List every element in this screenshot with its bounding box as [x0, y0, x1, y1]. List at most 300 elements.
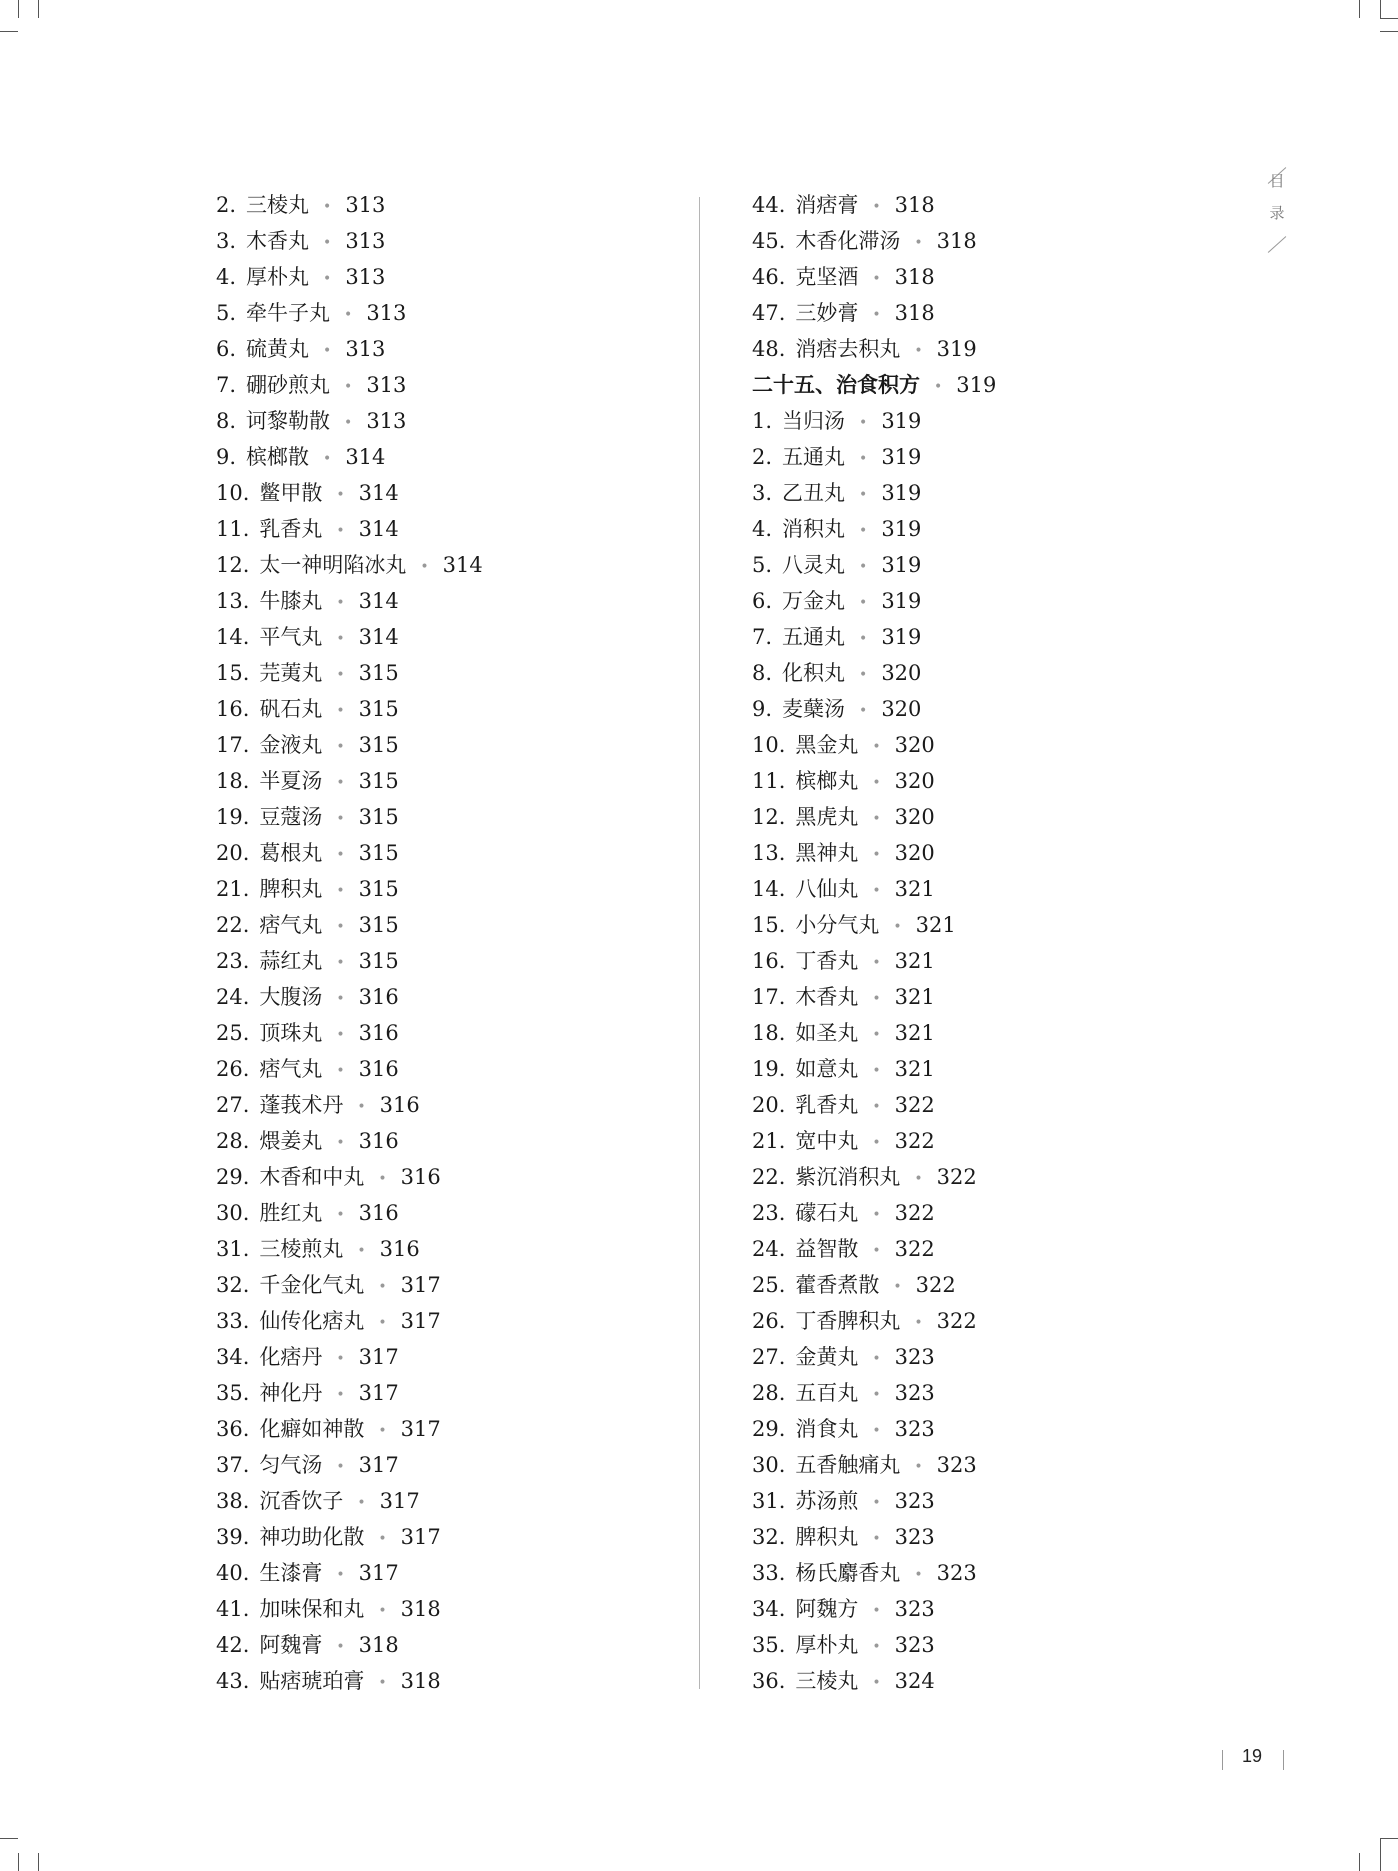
toc-entry-page: 319	[881, 553, 922, 577]
toc-entry-number: 14.	[752, 877, 786, 901]
toc-entry	[216, 187, 483, 223]
toc-entry-title: 五通丸	[782, 445, 846, 469]
leader-dot: •	[357, 1242, 366, 1259]
toc-entry-title: 煨姜丸	[259, 1129, 323, 1153]
toc-entry-page: 314	[358, 625, 399, 649]
leader-dot: •	[872, 1638, 881, 1655]
toc-entry-number: 19.	[216, 805, 250, 829]
toc-entry	[216, 979, 483, 1015]
leader-dot: •	[893, 1278, 902, 1295]
toc-entry-number: 21.	[752, 1129, 786, 1153]
toc-entry-title: 牛膝丸	[259, 589, 323, 613]
side-tab-char: 录	[1269, 204, 1285, 222]
toc-entry-page: 321	[894, 1021, 935, 1045]
toc-entry-number: 31.	[752, 1489, 786, 1513]
toc-entry-title: 木香和中丸	[259, 1165, 365, 1189]
crop-mark	[1380, 31, 1398, 32]
leader-dot: •	[859, 594, 868, 611]
toc-entry-number: 24.	[752, 1237, 786, 1261]
toc-entry-number: 18.	[752, 1021, 786, 1045]
toc-entry-page: 315	[358, 949, 399, 973]
toc-entry-page: 317	[358, 1345, 399, 1369]
leader-dot: •	[336, 666, 345, 683]
toc-entry-number: 13.	[216, 589, 250, 613]
toc-entry-title: 蒜红丸	[259, 949, 323, 973]
toc-entry-page: 322	[915, 1273, 956, 1297]
leader-dot: •	[872, 1602, 881, 1619]
toc-entry	[216, 1591, 483, 1627]
toc-entry-title: 千金化气丸	[259, 1273, 365, 1297]
toc-entry	[752, 1555, 996, 1591]
toc-entry-page: 324	[894, 1669, 935, 1693]
leader-dot: •	[336, 846, 345, 863]
leader-dot: •	[859, 558, 868, 575]
leader-dot: •	[872, 1206, 881, 1223]
toc-entry-page: 318	[936, 229, 977, 253]
toc-entry-page: 316	[379, 1237, 420, 1261]
toc-entry-title: 当归汤	[782, 409, 846, 433]
leader-dot: •	[872, 846, 881, 863]
toc-entry-page: 317	[358, 1381, 399, 1405]
toc-entry-page: 320	[894, 841, 935, 865]
leader-dot: •	[336, 1458, 345, 1475]
toc-entry-page: 318	[894, 193, 935, 217]
toc-entry-title: 木香丸	[246, 229, 310, 253]
leader-dot: •	[914, 342, 923, 359]
toc-entry	[752, 1303, 996, 1339]
leader-dot: •	[336, 1134, 345, 1151]
toc-entry-number: 17.	[216, 733, 250, 757]
toc-entry-number: 33.	[216, 1309, 250, 1333]
toc-entry	[752, 835, 996, 871]
toc-entry	[216, 871, 483, 907]
leader-dot: •	[344, 306, 353, 323]
toc-entry-number: 18.	[216, 769, 250, 793]
toc-entry-title: 藿香煮散	[795, 1273, 880, 1297]
toc-entry	[216, 511, 483, 547]
toc-entry-title: 消食丸	[795, 1417, 859, 1441]
leader-dot: •	[872, 1134, 881, 1151]
toc-entry	[752, 583, 996, 619]
toc-entry	[216, 223, 483, 259]
toc-entry-number: 4.	[216, 265, 237, 289]
crop-mark	[1359, 1853, 1360, 1871]
toc-entry	[752, 1087, 996, 1123]
toc-entry	[216, 655, 483, 691]
side-tab-char: 目	[1269, 172, 1285, 190]
toc-entry-title: 万金丸	[782, 589, 846, 613]
toc-entry-page: 317	[400, 1525, 441, 1549]
crop-mark	[1380, 0, 1381, 18]
leader-dot: •	[872, 1530, 881, 1547]
leader-dot: •	[420, 558, 429, 575]
toc-entry-page: 314	[442, 553, 483, 577]
toc-entry-page: 322	[894, 1129, 935, 1153]
toc-entry-number: 42.	[216, 1633, 250, 1657]
toc-entry	[216, 907, 483, 943]
toc-entry-page: 322	[894, 1201, 935, 1225]
toc-entry-page: 319	[881, 481, 922, 505]
toc-entry-number: 13.	[752, 841, 786, 865]
toc-entry	[216, 403, 483, 439]
toc-entry-title: 八灵丸	[782, 553, 846, 577]
toc-entry	[216, 943, 483, 979]
toc-entry	[752, 1375, 996, 1411]
toc-entry	[216, 1051, 483, 1087]
leader-dot: •	[336, 1566, 345, 1583]
leader-dot: •	[323, 450, 332, 467]
toc-entry-title: 黑神丸	[795, 841, 859, 865]
toc-entry-number: 33.	[752, 1561, 786, 1585]
toc-entry	[216, 1123, 483, 1159]
toc-entry-number: 44.	[752, 193, 786, 217]
toc-entry-title: 五百丸	[795, 1381, 859, 1405]
toc-entry-title: 阿魏膏	[259, 1633, 323, 1657]
leader-dot: •	[336, 1350, 345, 1367]
leader-dot: •	[323, 270, 332, 287]
toc-entry-number: 23.	[216, 949, 250, 973]
leader-dot: •	[872, 774, 881, 791]
toc-entry-number: 10.	[752, 733, 786, 757]
toc-entry-title: 豆蔻汤	[259, 805, 323, 829]
toc-entry-number: 38.	[216, 1489, 250, 1513]
toc-entry	[752, 691, 996, 727]
toc-entry	[216, 1267, 483, 1303]
toc-entry-title: 如圣丸	[795, 1021, 859, 1045]
toc-entry-page: 323	[894, 1597, 935, 1621]
leader-dot: •	[914, 1314, 923, 1331]
toc-entry-title: 诃黎勒散	[246, 409, 331, 433]
toc-entry-page: 313	[345, 193, 386, 217]
toc-entry-page: 323	[894, 1633, 935, 1657]
toc-entry-title: 太一神明陷冰丸	[259, 553, 407, 577]
toc-entry-page: 323	[894, 1345, 935, 1369]
leader-dot: •	[336, 918, 345, 935]
toc-entry-number: 30.	[216, 1201, 250, 1225]
toc-entry-number: 45.	[752, 229, 786, 253]
toc-entry-number: 30.	[752, 1453, 786, 1477]
toc-entry	[216, 1663, 483, 1699]
leader-dot: •	[336, 990, 345, 1007]
leader-dot: •	[357, 1098, 366, 1115]
toc-entry-number: 46.	[752, 265, 786, 289]
leader-dot: •	[336, 774, 345, 791]
toc-section-title: 二十五、治食积方	[752, 372, 920, 397]
toc-entry-page: 315	[358, 913, 399, 937]
leader-dot: •	[872, 738, 881, 755]
toc-entry-page: 317	[400, 1309, 441, 1333]
toc-entry-number: 23.	[752, 1201, 786, 1225]
toc-entry-title: 沉香饮子	[259, 1489, 344, 1513]
leader-dot: •	[323, 198, 332, 215]
toc-entry-page: 320	[881, 661, 922, 685]
toc-entry	[216, 835, 483, 871]
toc-entry-number: 32.	[752, 1525, 786, 1549]
toc-entry-number: 2.	[216, 193, 237, 217]
toc-entry-number: 6.	[216, 337, 237, 361]
toc-entry-title: 木香丸	[795, 985, 859, 1009]
toc-entry	[216, 1087, 483, 1123]
toc-entry-page: 318	[894, 301, 935, 325]
toc-entry-title: 消痞膏	[795, 193, 859, 217]
toc-entry-page: 323	[894, 1381, 935, 1405]
leader-dot: •	[872, 1674, 881, 1691]
toc-entry-title: 宽中丸	[795, 1129, 859, 1153]
toc-entry-number: 3.	[752, 481, 773, 505]
toc-entry	[752, 871, 996, 907]
toc-entry-title: 槟榔丸	[795, 769, 859, 793]
leader-dot: •	[914, 234, 923, 251]
toc-entry	[216, 799, 483, 835]
toc-entry	[216, 259, 483, 295]
toc-entry	[752, 475, 996, 511]
toc-entry	[216, 1519, 483, 1555]
toc-entry	[752, 295, 996, 331]
leader-dot: •	[336, 954, 345, 971]
toc-entry	[216, 691, 483, 727]
toc-entry-page: 315	[358, 805, 399, 829]
toc-entry-page: 315	[358, 841, 399, 865]
toc-entry	[752, 259, 996, 295]
toc-entry-number: 17.	[752, 985, 786, 1009]
toc-entry-number: 15.	[216, 661, 250, 685]
toc-entry-number: 25.	[752, 1273, 786, 1297]
toc-entry-page: 316	[400, 1165, 441, 1189]
toc-entry-page: 318	[400, 1669, 441, 1693]
toc-entry	[752, 1267, 996, 1303]
toc-entry-number: 27.	[752, 1345, 786, 1369]
toc-entry	[752, 1159, 996, 1195]
toc-entry-number: 7.	[752, 625, 773, 649]
toc-entry-title: 黑金丸	[795, 733, 859, 757]
toc-entry-page: 319	[881, 517, 922, 541]
leader-dot: •	[914, 1458, 923, 1475]
toc-entry-page: 313	[366, 409, 407, 433]
leader-dot: •	[914, 1566, 923, 1583]
toc-entry	[216, 727, 483, 763]
toc-entry-number: 8.	[752, 661, 773, 685]
toc-entry-page: 314	[345, 445, 386, 469]
toc-entry-title: 匀气汤	[259, 1453, 323, 1477]
toc-entry-number: 16.	[216, 697, 250, 721]
leader-dot: •	[872, 1098, 881, 1115]
toc-entry-page: 319	[881, 625, 922, 649]
toc-entry-number: 22.	[752, 1165, 786, 1189]
toc-entry-number: 48.	[752, 337, 786, 361]
crop-mark	[0, 31, 18, 32]
toc-entry-title: 胜红丸	[259, 1201, 323, 1225]
toc-entry	[752, 187, 996, 223]
toc-entry-number: 25.	[216, 1021, 250, 1045]
leader-dot: •	[872, 1242, 881, 1259]
toc-entry-title: 脾积丸	[259, 877, 323, 901]
toc-entry-page: 313	[345, 265, 386, 289]
toc-entry	[752, 403, 996, 439]
toc-entry-number: 4.	[752, 517, 773, 541]
leader-dot: •	[378, 1278, 387, 1295]
toc-entry-number: 27.	[216, 1093, 250, 1117]
toc-entry-title: 如意丸	[795, 1057, 859, 1081]
toc-entry-page: 317	[379, 1489, 420, 1513]
leader-dot: •	[336, 486, 345, 503]
leader-dot: •	[872, 882, 881, 899]
toc-entry-page: 323	[936, 1561, 977, 1585]
toc-entry-number: 2.	[752, 445, 773, 469]
leader-dot: •	[336, 1206, 345, 1223]
toc-entry-number: 5.	[216, 301, 237, 325]
toc-entry-page: 317	[400, 1273, 441, 1297]
toc-entry	[216, 1375, 483, 1411]
leader-dot: •	[378, 1674, 387, 1691]
crop-mark	[38, 0, 39, 18]
toc-entry-title: 仙传化痞丸	[259, 1309, 365, 1333]
toc-entry-title: 三棱丸	[246, 193, 310, 217]
leader-dot: •	[872, 1422, 881, 1439]
toc-entry-title: 牵牛子丸	[246, 301, 331, 325]
toc-entry-page: 316	[358, 1021, 399, 1045]
toc-entry	[216, 295, 483, 331]
toc-entry	[216, 583, 483, 619]
toc-entry-title: 矾石丸	[259, 697, 323, 721]
toc-entry-title: 槟榔散	[246, 445, 310, 469]
toc-entry-page: 317	[358, 1453, 399, 1477]
toc-entry-title: 脾积丸	[795, 1525, 859, 1549]
toc-entry	[752, 511, 996, 547]
toc-entry-page: 316	[358, 1129, 399, 1153]
leader-dot: •	[872, 1386, 881, 1403]
toc-entry-page: 321	[894, 985, 935, 1009]
leader-dot: •	[336, 810, 345, 827]
toc-entry-page: 319	[881, 409, 922, 433]
toc-entry-title: 金黄丸	[795, 1345, 859, 1369]
toc-entry-number: 26.	[216, 1057, 250, 1081]
toc-entry-page: 320	[894, 733, 935, 757]
toc-entry	[752, 1663, 996, 1699]
toc-entry-title: 硫黄丸	[246, 337, 310, 361]
toc-entry-number: 9.	[216, 445, 237, 469]
toc-entry-page: 323	[894, 1417, 935, 1441]
leader-dot: •	[323, 234, 332, 251]
toc-entry	[752, 1195, 996, 1231]
toc-entry-number: 34.	[216, 1345, 250, 1369]
toc-entry-page: 315	[358, 697, 399, 721]
leader-dot: •	[336, 882, 345, 899]
leader-dot: •	[336, 594, 345, 611]
crop-mark	[18, 1853, 19, 1871]
toc-entry	[752, 1123, 996, 1159]
toc-entry-number: 8.	[216, 409, 237, 433]
toc-entry-number: 36.	[216, 1417, 250, 1441]
toc-entry-title: 芫荑丸	[259, 661, 323, 685]
toc-entry-page: 315	[358, 877, 399, 901]
toc-entry-page: 318	[400, 1597, 441, 1621]
toc-entry-title: 益智散	[795, 1237, 859, 1261]
toc-entry-number: 20.	[752, 1093, 786, 1117]
toc-entry-page: 321	[894, 949, 935, 973]
toc-entry-number: 15.	[752, 913, 786, 937]
toc-entry-page: 319	[881, 445, 922, 469]
toc-entry-title: 乳香丸	[795, 1093, 859, 1117]
side-tab-bottom-slash	[1268, 236, 1287, 253]
toc-entry	[752, 223, 996, 259]
toc-entry	[752, 655, 996, 691]
toc-entry-title: 三棱煎丸	[259, 1237, 344, 1261]
toc-entry	[216, 619, 483, 655]
toc-entry	[216, 1627, 483, 1663]
toc-entry	[752, 1051, 996, 1087]
toc-entry-page: 321	[894, 1057, 935, 1081]
toc-entry-page: 314	[358, 481, 399, 505]
toc-entry-page: 319	[956, 373, 997, 397]
crop-mark	[38, 1853, 39, 1871]
leader-dot: •	[872, 954, 881, 971]
toc-entry-number: 39.	[216, 1525, 250, 1549]
toc-entry-number: 12.	[752, 805, 786, 829]
toc-entry	[752, 763, 996, 799]
leader-dot: •	[872, 1350, 881, 1367]
toc-entry-number: 24.	[216, 985, 250, 1009]
toc-entry-number: 3.	[216, 229, 237, 253]
toc-entry-title: 麦蘖汤	[782, 697, 846, 721]
toc-entry-number: 47.	[752, 301, 786, 325]
toc-entry	[216, 439, 483, 475]
toc-entry-number: 28.	[752, 1381, 786, 1405]
toc-entry	[216, 1303, 483, 1339]
toc-entry	[752, 727, 996, 763]
leader-dot: •	[336, 522, 345, 539]
toc-entry-number: 19.	[752, 1057, 786, 1081]
page-number-right-bar	[1283, 1750, 1284, 1770]
toc-entry	[216, 1483, 483, 1519]
toc-entry-page: 322	[936, 1309, 977, 1333]
toc-entry-page: 322	[894, 1237, 935, 1261]
toc-entry-title: 小分气丸	[795, 913, 880, 937]
toc-entry-title: 半夏汤	[259, 769, 323, 793]
toc-entry-title: 五通丸	[782, 625, 846, 649]
leader-dot: •	[859, 450, 868, 467]
toc-entry-number: 14.	[216, 625, 250, 649]
toc-entry	[216, 1159, 483, 1195]
toc-entry-page: 320	[881, 697, 922, 721]
toc-entry-page: 323	[894, 1489, 935, 1513]
toc-entry-number: 34.	[752, 1597, 786, 1621]
leader-dot: •	[323, 342, 332, 359]
toc-entry	[216, 1447, 483, 1483]
leader-dot: •	[336, 1638, 345, 1655]
toc-entry-title: 神化丹	[259, 1381, 323, 1405]
toc-entry-number: 41.	[216, 1597, 250, 1621]
toc-entry-title: 消痞去积丸	[795, 337, 901, 361]
toc-entry-page: 315	[358, 733, 399, 757]
leader-dot: •	[893, 918, 902, 935]
leader-dot: •	[872, 1494, 881, 1511]
toc-entry-page: 323	[936, 1453, 977, 1477]
toc-entry-page: 316	[358, 985, 399, 1009]
leader-dot: •	[859, 666, 868, 683]
toc-entry-page: 318	[894, 265, 935, 289]
toc-entry-number: 35.	[216, 1381, 250, 1405]
toc-entry-number: 16.	[752, 949, 786, 973]
toc-entry	[216, 1231, 483, 1267]
toc-entry-page: 321	[915, 913, 956, 937]
toc-entry-number: 37.	[216, 1453, 250, 1477]
leader-dot: •	[336, 1062, 345, 1079]
toc-entry	[752, 439, 996, 475]
toc-entry-title: 金液丸	[259, 733, 323, 757]
toc-entry-title: 痞气丸	[259, 913, 323, 937]
toc-entry	[216, 1015, 483, 1051]
toc-entry	[752, 1519, 996, 1555]
